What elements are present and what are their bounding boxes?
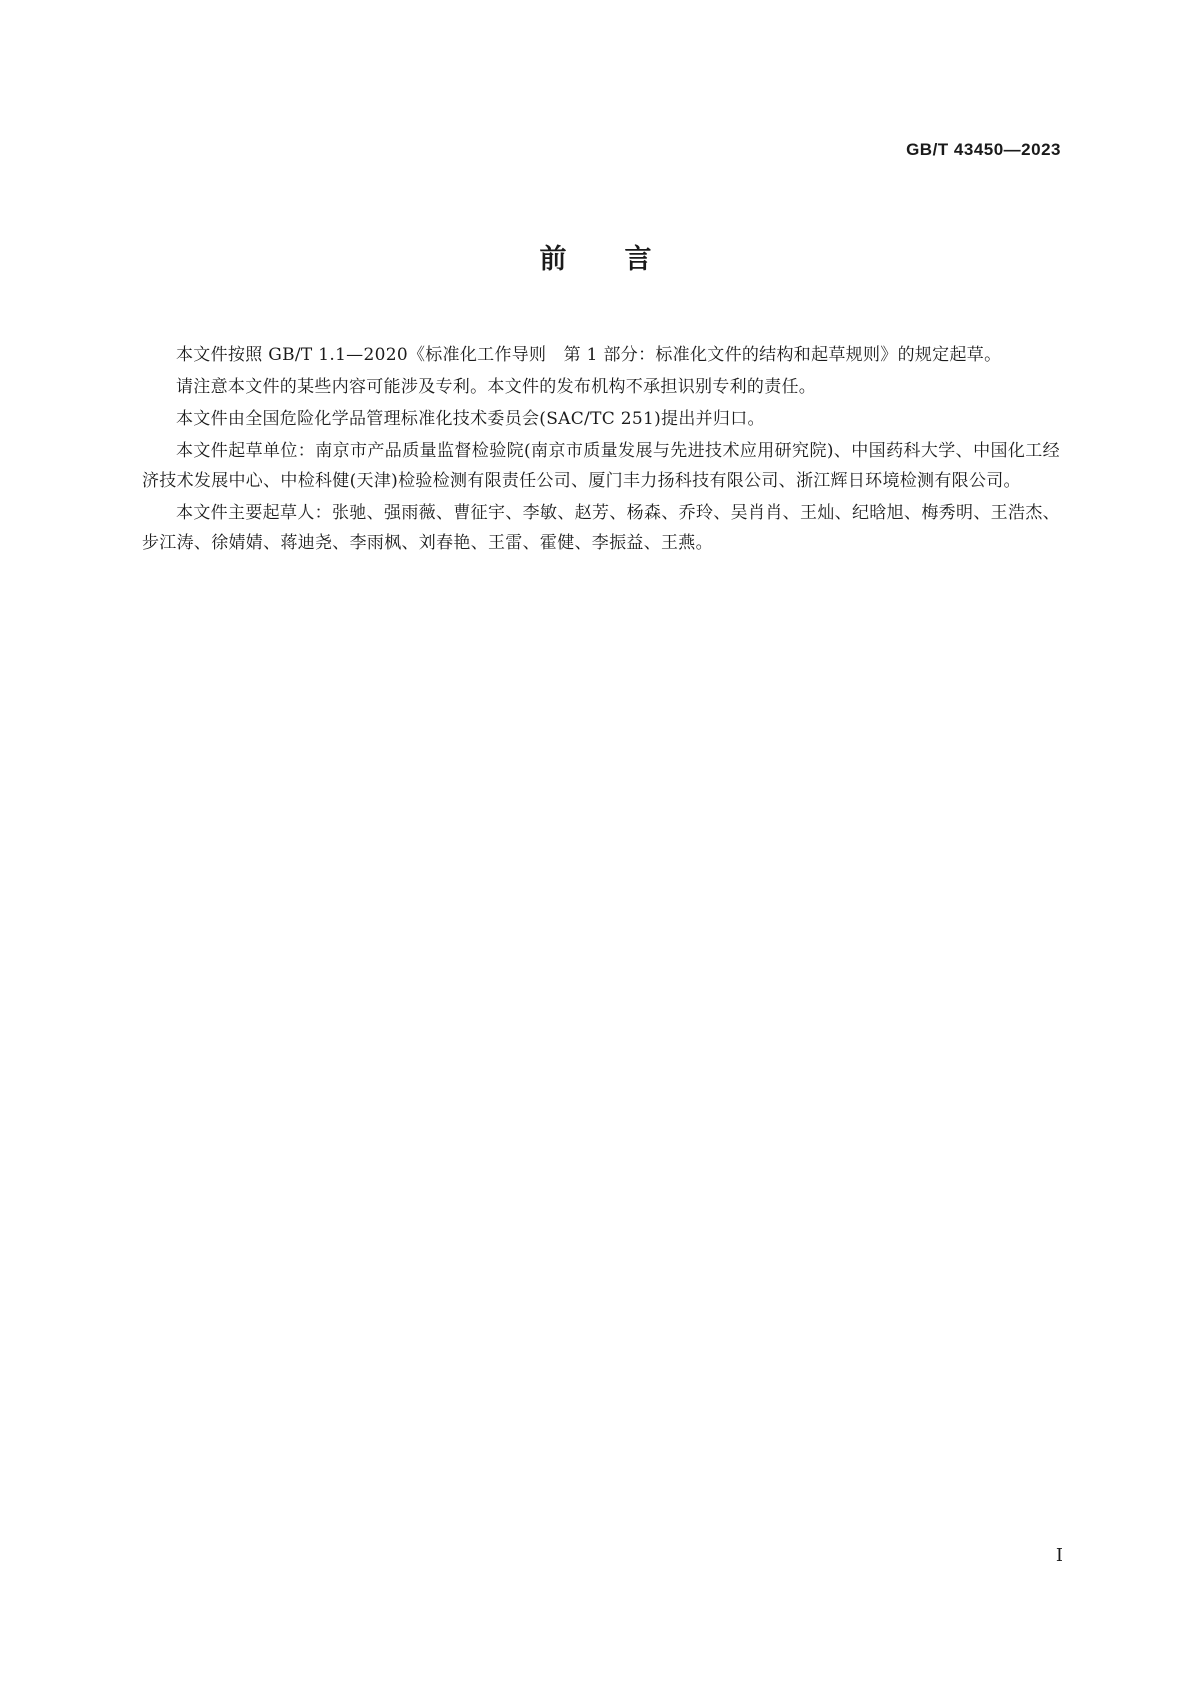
preface-body xyxy=(142,340,1060,560)
paragraph-proposer: 本文件由全国危险化学品管理标准化技术委员会(SAC/TC 251)提出并归口。 xyxy=(176,409,765,429)
paragraph-patent-notice: 请注意本文件的某些内容可能涉及专利。本文件的发布机构不承担识别专利的责任。 xyxy=(176,377,817,397)
paragraph-drafting-units: 本文件起草单位：南京市产品质量监督检验院(南京市质量发展与先进技术应用研究院)、中国药科大学、中国化工经济技术发展中心、中检科健(天津)检验检测有限责任公司、厦门丰力扬科技有限公司、浙江辉日环境检测有限公司。 xyxy=(142,441,1060,491)
paragraph-drafting-rules: 本文件按照 GB/T 1.1—2020《标准化工作导则 第 1 部分：标准化文件的结构和起草规则》的规定起草。 xyxy=(176,345,1002,365)
page-number: I xyxy=(1055,1545,1063,1566)
page-title: 前言 xyxy=(539,244,710,275)
document-number: GB/T 43450—2023 xyxy=(906,140,1061,159)
paragraph-drafters: 本文件主要起草人：张驰、强雨薇、曹征宇、李敏、赵芳、杨森、乔玲、吴肖肖、王灿、纪晗旭、梅秀明、王浩杰、步江涛、徐婧婧、蒋迪尧、李雨枫、刘春艳、王雷、霍健、李振益、王燕。 xyxy=(142,503,1060,553)
